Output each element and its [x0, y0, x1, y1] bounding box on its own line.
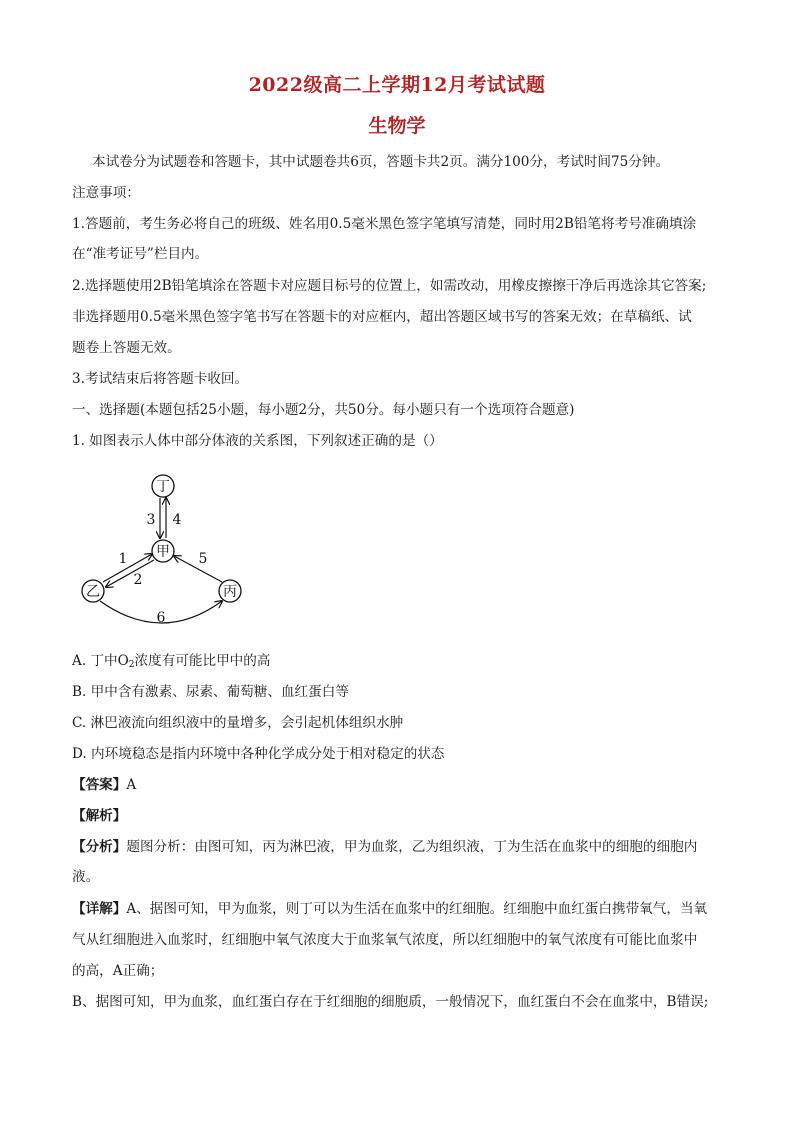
notice-label: 注意事项：: [72, 185, 140, 201]
notice-2-end: 题卷上答题无效。: [72, 340, 181, 356]
label-4: 4: [172, 512, 182, 528]
fenxi-label: 【分析】: [72, 839, 127, 855]
xiangjie-text: A、据图可知，甲为血浆，则丁可以为生活在血浆中的红细胞。红细胞中血红蛋白携带氧气，当氧: [126, 901, 708, 917]
exam-title: 2022级高二上学期12月考试试题: [248, 74, 546, 96]
svg-text:甲: 甲: [156, 544, 170, 560]
option-b: B. 甲中含有激素、尿素、葡萄糖、血红蛋白等: [72, 684, 349, 700]
xiangjie-cont-2: 的高，A正确；: [72, 963, 164, 979]
label-6: 6: [156, 610, 166, 626]
svg-text:乙: 乙: [86, 584, 100, 600]
arrow-1: [103, 554, 152, 582]
fenxi-text: 题图分析：由图可知，丙为淋巴液，甲为血浆，乙为组织液，丁为生活在血浆中的细胞的细胞内: [126, 839, 698, 855]
intro-line: 本试卷分为试题卷和答题卡，其中试题卷共6页，答题卡共2页。满分100分，考试时间75分钟。: [92, 154, 670, 170]
body-fluid-diagram: [72, 470, 262, 635]
label-3: 3: [146, 512, 156, 528]
svg-text:丙: 丙: [223, 584, 237, 600]
notice-2: 2.选择题使用2B铅笔填涂在答题卡对应题目标号的位置上，如需改动，用橡皮擦擦干净后再选涂其它答案;: [72, 278, 707, 294]
notice-2-cont: 非选择题用0.5毫米黑色签字笔书写在答题卡的对应框内，超出答题区域书写的答案无效；在草稿纸、试: [72, 309, 692, 325]
xiangjie-b: B、据图可知，甲为血浆，血红蛋白存在于红细胞的细胞质，一般情况下，血红蛋白不会在血浆中，B错误;: [72, 994, 709, 1010]
label-2: 2: [133, 572, 143, 588]
option-a-prefix: A. 丁中O: [72, 653, 129, 669]
notice-3: 3.考试结束后将答题卡收回。: [72, 371, 249, 387]
answer-label: 【答案】: [72, 777, 127, 793]
svg-text:丁: 丁: [156, 479, 170, 495]
notice-1: 1.答题前，考生务必将自己的班级、姓名用0.5毫米黑色签字笔填写清楚，同时用2B铅笔将考号准确填涂: [72, 216, 697, 232]
notice-1-cont: 在“准考证号”栏目内。: [72, 246, 209, 262]
fenxi-line: [72, 837, 732, 857]
option-a: [72, 651, 732, 675]
label-1: 1: [118, 551, 128, 567]
fenxi-cont: 液。: [72, 869, 100, 885]
option-a-subscript: 2: [128, 660, 135, 670]
section-heading: 一、选择题(本题包括25小题，每小题2分，共50分。每小题只有一个选项符合题意): [72, 402, 575, 418]
xiangjie-line: [72, 899, 732, 919]
answer-value: A: [126, 777, 137, 793]
option-d: D. 内环境稳态是指内环境中各种化学成分处于相对稳定的状态: [72, 746, 445, 762]
xiangjie-cont-1: 气从红细胞进入血浆时，红细胞中氧气浓度大于血浆氧气浓度，所以红细胞中的氧气浓度有可能比血浆中: [72, 932, 698, 948]
node-ding: [152, 475, 174, 497]
node-yi: [82, 580, 104, 602]
label-5: 5: [198, 551, 208, 567]
subject-title: 生物学: [368, 115, 426, 137]
answer-line: [72, 775, 732, 795]
option-a-suffix: 浓度有可能比甲中的高: [134, 653, 271, 669]
node-jia: [152, 540, 174, 562]
xiangjie-label: 【详解】: [72, 901, 127, 917]
option-c: C. 淋巴液流向组织液中的量增多，会引起机体组织水肿: [72, 715, 404, 731]
arrow-2: [106, 560, 154, 587]
question-stem: 1. 如图表示人体中部分体液的关系图，下列叙述正确的是（）: [72, 433, 443, 449]
analysis-label: 【解析】: [72, 808, 127, 824]
node-bing: [219, 580, 241, 602]
